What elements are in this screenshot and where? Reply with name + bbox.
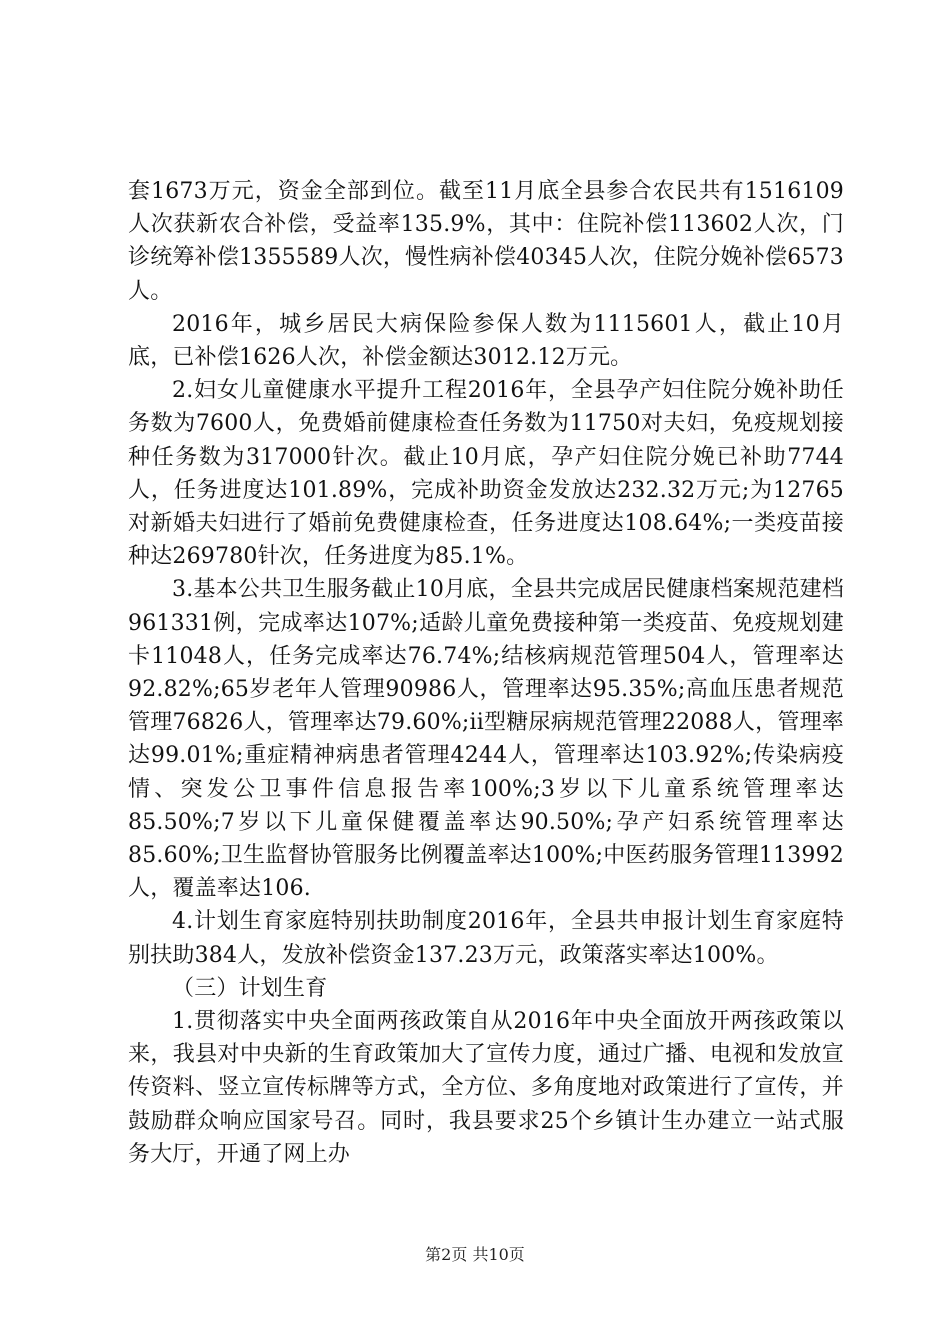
paragraph-1: 套1673万元，资金全部到位。截至11月底全县参合农民共有1516109人次获新农合补偿，受益率135.9%，其中：住院补偿113602人次，门诊统筹补偿1355589人次，慢性病补偿40345人次，住院分娩补偿6573人。	[128, 179, 844, 304]
section-heading: （三）计划生育	[172, 975, 328, 1001]
paragraph-4: 3.基本公共卫生服务截止10月底，全县共完成居民健康档案规范建档961331例，完成率达107%;适龄儿童免费接种第一类疫苗、免疫规划建卡11048人，任务完成率达76.74%;结核病规范管理504人，管理率达92.82%;65岁老年人管理90986人，管理率达95.35%;高血压患者规范管理76826人，管理率达79.60%;ii型糖尿病规范管理22088人，管理率达99.01%;重症精神病患者管理4244人，管理率达103.92%;传染病疫情、突发公卫事件信息报告率100%;3岁以下儿童系统管理率达85.50%;7岁以下儿童保健覆盖率达90.50%;孕产妇系统管理率达85.60%;卫生监督协管服务比例覆盖率达100%;中医药服务管理113992人，覆盖率达106.	[128, 577, 844, 902]
paragraph-2: 2016年，城乡居民大病保险参保人数为1115601人，截止10月底，已补偿1626人次，补偿金额达3012.12万元。	[128, 311, 844, 371]
paragraph-3: 2.妇女儿童健康水平提升工程2016年，全县孕产妇住院分娩补助任务数为7600人，免费婚前健康检查任务数为11750对夫妇，免疫规划接种任务数为317000针次。截止10月底，孕产妇住院分娩已补助7744人，任务进度达101.89%，完成补助资金发放达232.32万元;为12765对新婚夫妇进行了婚前免费健康检查，任务进度达108.64%;一类疫苗接种达269780针次，任务进度为85.1%。	[128, 378, 844, 570]
document-body	[128, 175, 844, 1171]
paragraph-5: 4.计划生育家庭特别扶助制度2016年，全县共申报计划生育家庭特别扶助384人，发放补偿资金137.23万元，政策落实率达100%。	[128, 909, 844, 968]
paragraph-6: 1.贯彻落实中央全面两孩政策自从2016年中央全面放开两孩政策以来，我县对中央新的生育政策加大了宣传力度，通过广播、电视和发放宣传资料、竖立宣传标牌等方式，全方位、多角度地对政策进行了宣传，并鼓励群众响应国家号召。同时，我县要求25个乡镇计生办建立一站式服务大厅，开通了网上办	[128, 1009, 844, 1167]
page-footer: 第2页 共10页	[425, 1245, 525, 1264]
